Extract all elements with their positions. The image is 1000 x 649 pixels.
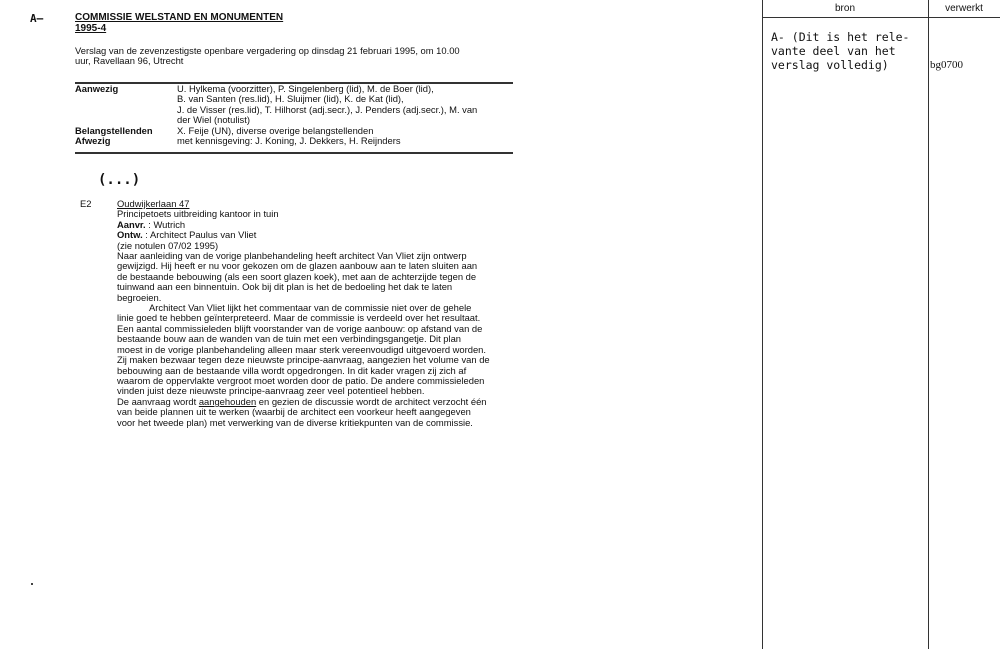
document-number: 1995-4 xyxy=(75,23,107,34)
scan-speck xyxy=(31,583,33,585)
agenda-item xyxy=(117,199,490,428)
text-line: U. Hylkema (voorzitter), P. Singelenberg (lid), M. de Boer (lid), xyxy=(177,83,434,94)
attendance-table xyxy=(75,84,477,146)
text-line: moest in de vorige planbehandeling alleen maar sterk vereenvoudigd uitgevoerd worden. xyxy=(117,343,486,355)
text-line: Een aantal commissieleden blijft voorstander van de vorige aanbouw: op afstand van de xyxy=(117,322,483,334)
margin-marker: A– xyxy=(30,12,44,25)
paragraph-2 xyxy=(117,303,490,397)
text-line: de bestaande bebouwing (als een soort glazen koek), met aan de achterzijde tegen de xyxy=(117,270,477,282)
column-header-verwerkt: verwerkt xyxy=(945,3,983,14)
designer-label: Ontw. xyxy=(117,229,143,241)
text-line: A- (Dit is het rele- xyxy=(771,30,910,44)
item-address: Oudwijkerlaan 47 xyxy=(117,198,190,209)
attendance-label: Belangstellenden xyxy=(75,124,153,136)
text-line: Zij maken bezwaar tegen deze nieuwste principe-aanvraag, aangezien het volume van de xyxy=(117,354,490,366)
text-line: Verslag van de zevenzestigste openbare vergadering op dinsdag 21 februari 1995, om 10.00 xyxy=(75,45,460,56)
table-bottom-rule xyxy=(75,152,513,154)
attendance-row xyxy=(75,136,477,146)
text-line: voor het tweede plan) met verwerking van de diverse kritiekpunten van de commissie. xyxy=(117,416,473,428)
designer-value: : Architect Paulus van Vliet xyxy=(142,229,257,241)
document-title: COMMISSIE WELSTAND EN MONUMENTEN xyxy=(75,12,284,23)
attendance-label: Afwezig xyxy=(75,135,111,147)
text-line: bestaande bouw aan de wanden van de tuin met een verbindingsgangetje. Dit plan xyxy=(117,333,462,345)
text-line: bebouwing aan de bestaande villa wordt opgedrongen. In dit kader vragen zij zich af xyxy=(117,364,467,376)
text-line: uur, Ravellaan 96, Utrecht xyxy=(75,55,184,67)
text-line: gewijzigd. Hij heeft er nu voor gekozen om de glazen aanbouw aan te laten sluiten aan xyxy=(117,260,478,272)
text-line: van beide plannen uit te werken (waarbij de architect een voorkeur heeft aangegeven xyxy=(117,406,471,418)
attendance-names xyxy=(177,84,477,126)
document-header xyxy=(75,12,283,34)
text-line: met kennisgeving: J. Koning, J. Dekkers, H. Reijnders xyxy=(177,135,401,147)
intro xyxy=(75,46,460,67)
item-subject: Principetoets uitbreiding kantoor in tuin xyxy=(117,208,279,220)
applicant-label: Aanvr. xyxy=(117,218,146,230)
attendance-label: Aanwezig xyxy=(75,83,119,94)
text-line: Architect Van Vliet lijkt het commentaar van de commissie niet over de gehele xyxy=(149,302,472,314)
item-code: E2 xyxy=(80,198,92,209)
text-line: der Wiel (notulist) xyxy=(177,114,250,126)
item-reference: (zie notulen 07/02 1995) xyxy=(117,239,219,251)
text-line: J. de Visser (res.lid), T. Hilhorst (adj.secr.), J. Penders (adj.secr.), M. van xyxy=(177,103,478,115)
ellipsis: (...) xyxy=(98,172,141,188)
bron-note xyxy=(771,30,909,72)
attendance-row xyxy=(75,84,477,126)
attendance-names xyxy=(177,136,401,146)
verwerkt-code: bg0700 xyxy=(930,59,963,71)
paragraph-1 xyxy=(117,251,490,303)
text-line: X. Feije (UN), diverse overige belangstellenden xyxy=(177,124,374,136)
header-rule xyxy=(762,17,1000,18)
column-divider-right xyxy=(928,0,929,649)
column-divider-left xyxy=(762,0,763,649)
text-line: vante deel van het xyxy=(771,44,896,58)
decision-aangehouden: aangehouden xyxy=(198,395,257,407)
conclusion-rest xyxy=(117,407,490,428)
conclusion-pre: De aanvraag wordt xyxy=(117,395,199,407)
text-line: linie goed te hebben geïnterpreteerd. Maar de commissie is verdeeld over het resultaat. xyxy=(117,312,481,324)
text-line: Naar aanleiding van de vorige planbehandeling heeft architect Van Vliet zijn ontwerp xyxy=(117,250,467,262)
text-line: B. van Santen (res.lid), H. Sluijmer (lid), K. de Kat (lid), xyxy=(177,93,404,105)
text-line: tuinwand aan een binnentuin. Ook bij dit plan is het de bedoeling het dak te laten xyxy=(117,281,453,293)
text-line: verslag volledig) xyxy=(771,58,889,72)
column-header-bron: bron xyxy=(834,3,855,14)
conclusion-post: en gezien de discussie wordt de architect verzocht één xyxy=(256,395,487,407)
text-line: vinden juist deze nieuwste principe-aanvraag zeer veel potentieel hebben. xyxy=(117,385,425,397)
text-line: waarom de oppervlakte vergroot moet worden door de patio. De andere commissieleden xyxy=(117,374,485,386)
text-line: begroeien. xyxy=(117,291,162,303)
applicant-value: : Wutrich xyxy=(145,218,186,230)
